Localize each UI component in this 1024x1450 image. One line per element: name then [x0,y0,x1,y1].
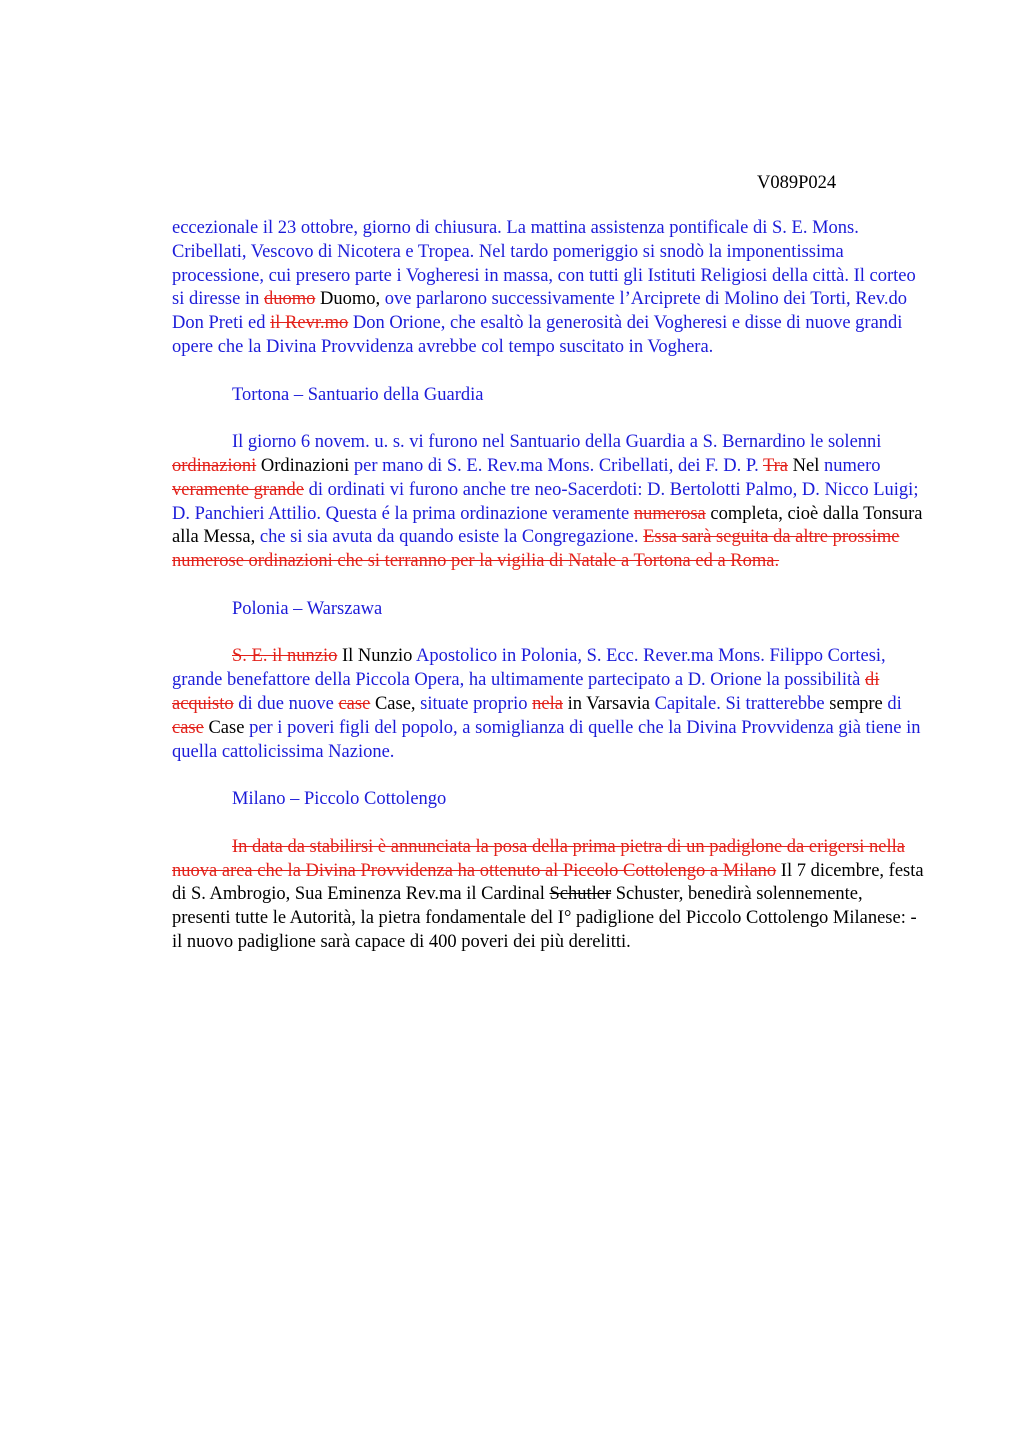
deleted-text: In data da stabilirsi è annunciata la posa della prima pietra di un padiglone da erigersi nella nuova area che la Divina Provvidenza ha ottenuto al Piccolo Cottolengo a Milano [172,836,905,881]
inserted-text: per mano di S. E. Rev.ma Mons. Cribellati, dei F. D. P. [353,455,759,476]
deleted-original-text: Schutler [549,884,612,905]
inserted-text: ove parlarono successivamente l’Arciprete di Molino dei Torti, Rev.do Don Preti ed [172,289,907,334]
inserted-text: per i poveri figli del popolo, a somiglianza di quelle che la Divina Provvidenza già tiene in quella cattolicissima Nazione. [172,717,921,762]
deleted-text: case [172,717,204,738]
original-text: Schuster, benedirà solennemente, presenti tutte le Autorità, la pietra fondamentale del I° padiglione del Piccolo Cottolengo Milanese: - il nuovo padiglione sarà capace di 400 poveri dei più derelitti. [172,884,917,952]
original-text: Case [208,717,245,738]
paragraph-polonia [172,645,924,764]
inserted-text: di [887,693,902,714]
inserted-text: situate proprio [420,693,528,714]
original-text: completa, cioè dalla Tonsura alla Messa, [172,503,923,548]
deleted-text: il Revr.mo [270,313,349,334]
original-text: sempre [829,693,883,714]
deleted-text: case [338,693,371,714]
inserted-text: eccezionale il 23 ottobre, giorno di chiusura. La mattina assistenza pontificale di S. E. Mons. Cribellati, Vescovo di Nicotera e Tropea. Nel tardo pomeriggio si snodò la imponentissima processione, cui presero parte i Vogheresi in massa, con tutti gli Istituti Religiosi della città. Il corteo si diresse in [172,218,916,310]
paragraph-tortona [172,431,924,574]
section-heading-polonia: Polonia – Warszawa [232,598,383,619]
inserted-text: numero [824,455,881,476]
deleted-text: duomo [263,289,316,310]
deleted-text: S. E. il nunzio [232,646,338,667]
original-text: Nel [792,455,820,476]
document-body [172,217,924,979]
inserted-text: Apostolico in Polonia, S. Ecc. Rever.ma Mons. Filippo Cortesi, grande benefattore della Piccola Opera, ha ultimamente partecipato a D. Orione la possibilità [172,646,886,691]
original-text: Case, [374,693,416,714]
deleted-text: numerosa [633,503,706,524]
original-text: Duomo, [320,289,381,310]
inserted-text: che si sia avuta da quando esiste la Congregazione. [259,527,639,548]
inserted-text: Don Orione, che esaltò la generosità dei Vogheresi e disse di nuove grandi opere che la Divina Provvidenza avrebbe col tempo suscitato in Voghera. [172,313,903,357]
inserted-text: di due nuove [238,693,334,714]
original-text: Il 7 dicembre, festa di S. Ambrogio, Sua Eminenza Rev.ma il Cardinal [172,860,924,905]
original-text: in Varsavia [567,693,650,714]
original-text: Il Nunzio [341,646,413,667]
deleted-text: veramente grande [172,479,304,500]
section-heading-milano: Milano – Piccolo Cottolengo [232,789,447,810]
deleted-text: nela [532,693,563,714]
deleted-text: Tra [763,455,789,476]
original-text: Ordinazioni [260,455,350,476]
section-heading-tortona: Tortona – Santuario della Guardia [232,384,484,405]
inserted-text: di ordinati vi furono anche tre neo-Sacerdoti: D. Bertolotti Palmo, D. Nicco Luigi; D. Panchieri Attilio. Questa é la prima ordinazione veramente [172,479,919,524]
inserted-text: Capitale. Si tratterebbe [654,693,825,714]
deleted-text: di acquisto [172,670,880,714]
deleted-text: ordinazioni [172,455,257,476]
paragraph-voghera [172,217,924,360]
deleted-text: Essa sarà seguita da altre prossime numerose ordinazioni che si terranno per la vigilia di Natale a Tortona ed a Roma. [172,527,900,572]
paragraph-milano [172,836,924,955]
page-id: V089P024 [757,173,837,193]
inserted-text: Il giorno 6 novem. u. s. vi furono nel Santuario della Guardia a S. Bernardino le solenni [232,432,882,453]
